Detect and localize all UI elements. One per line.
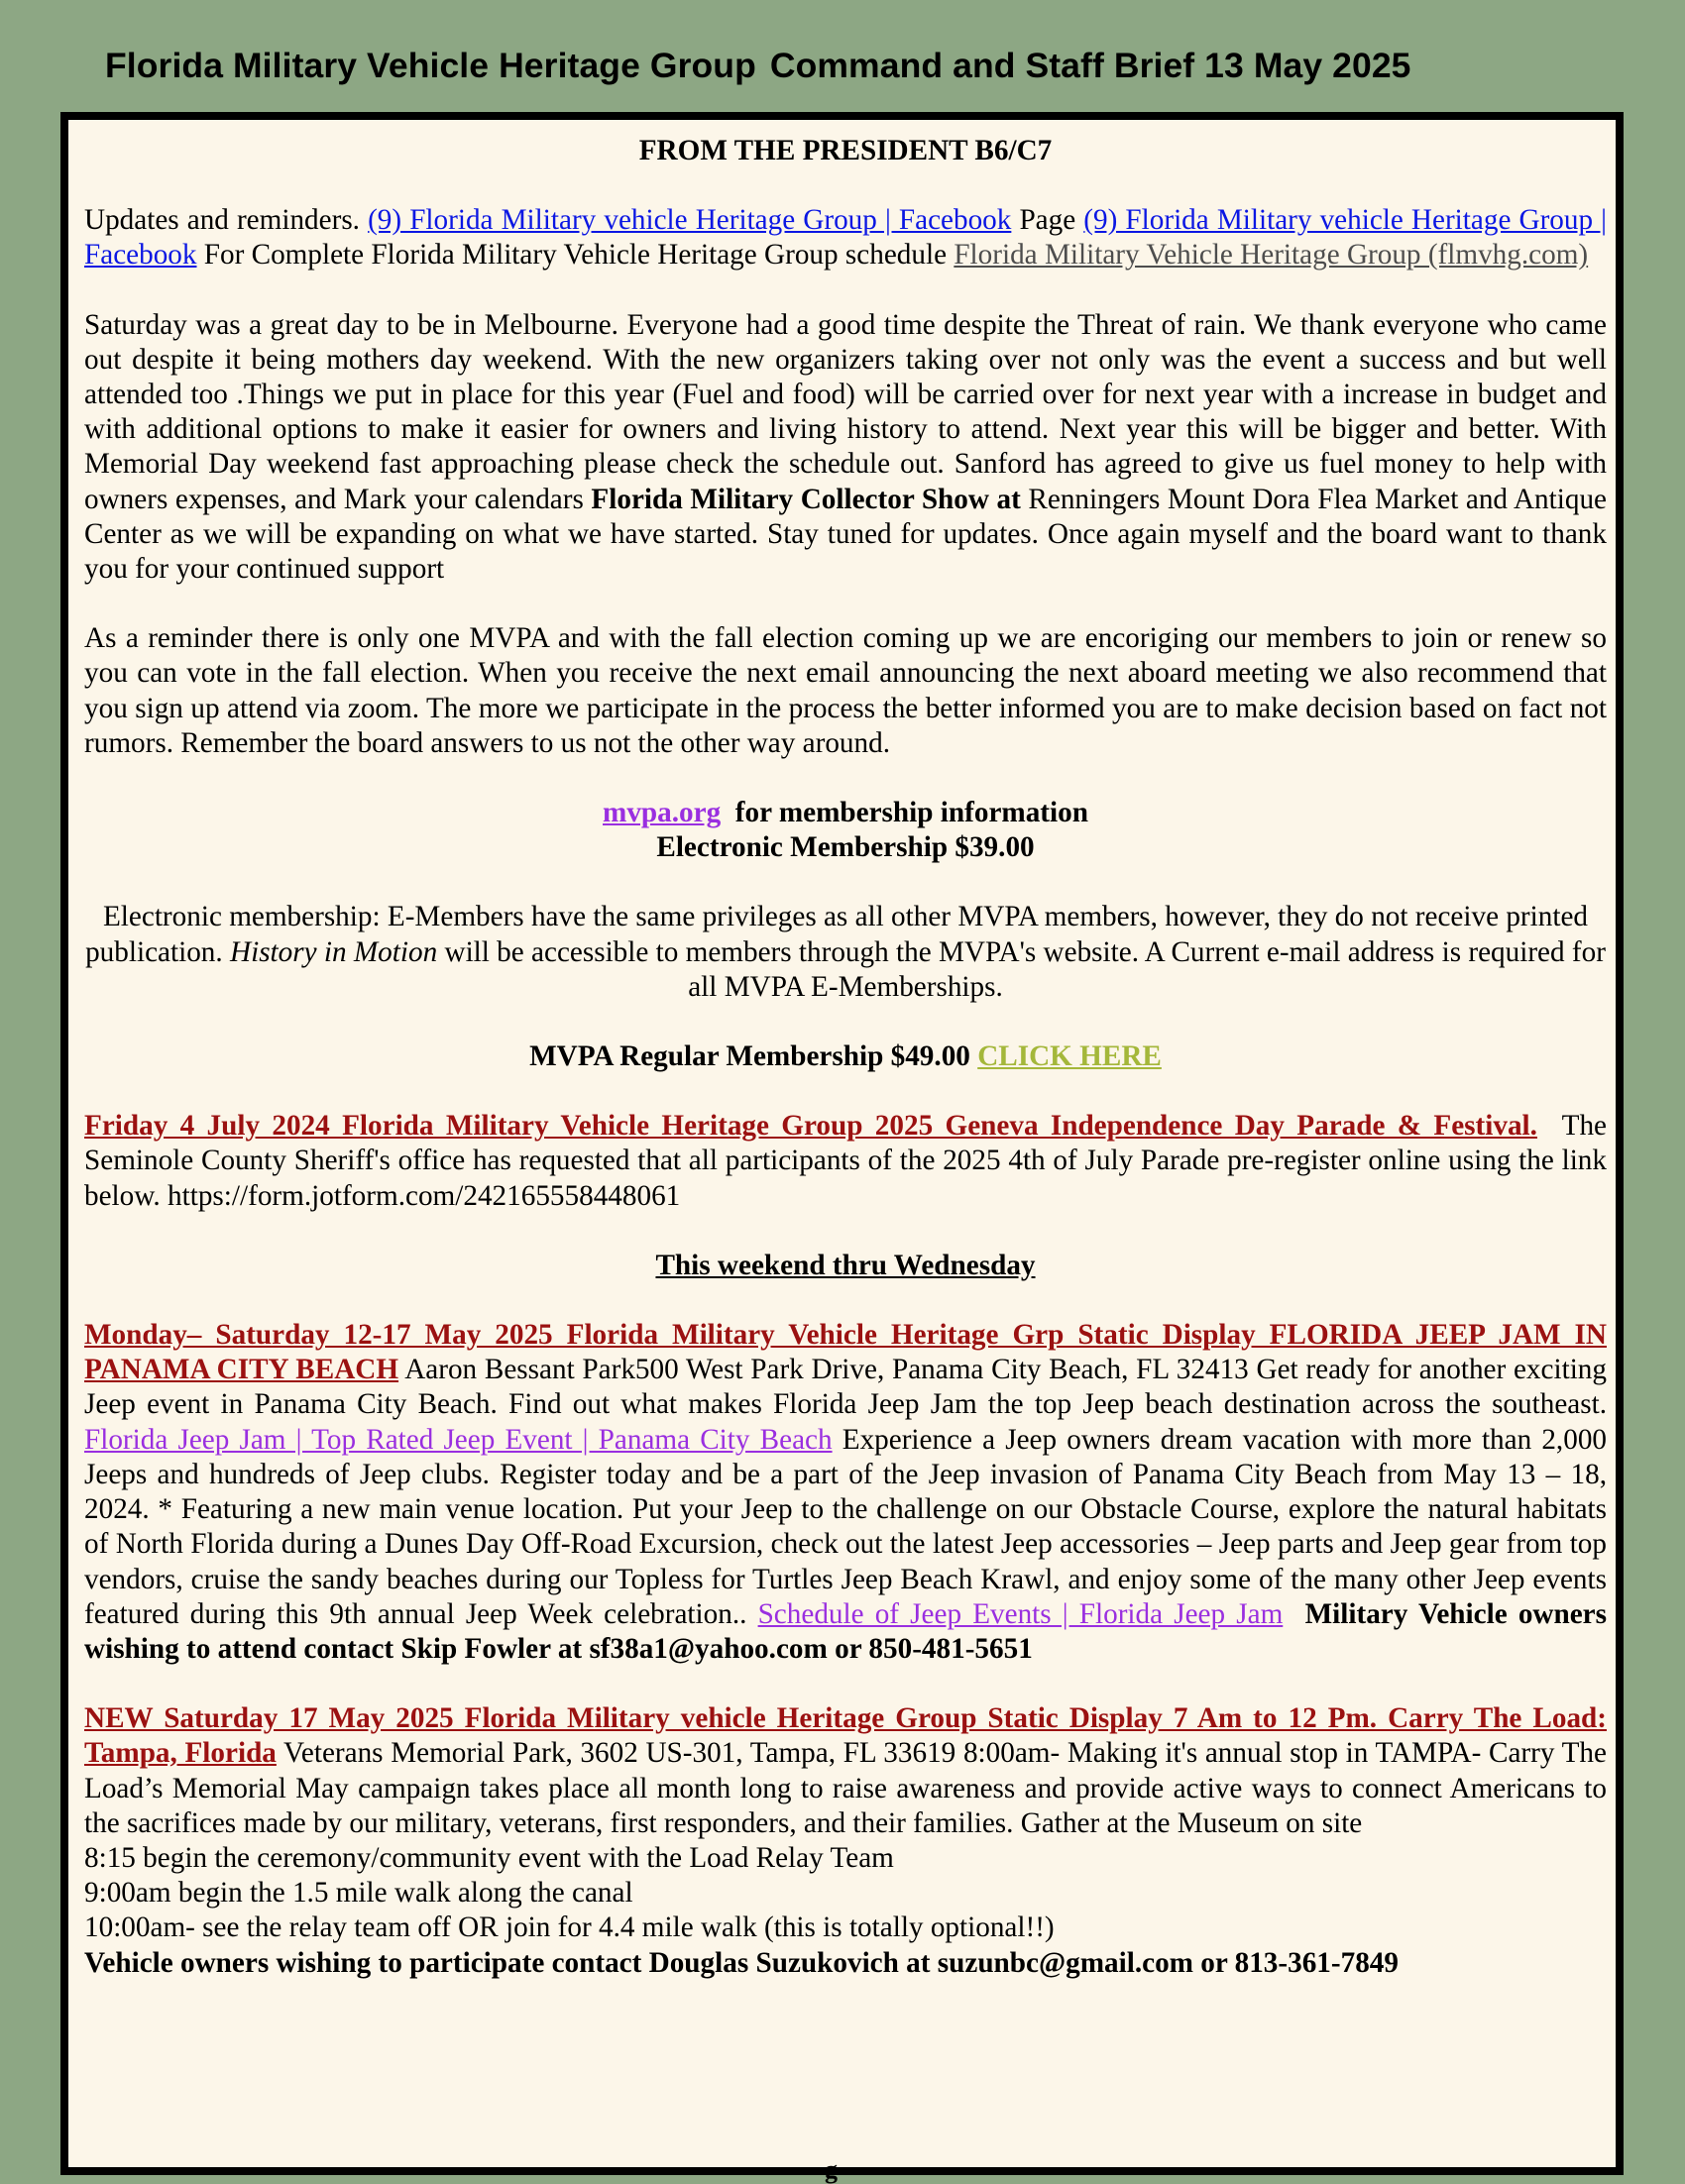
brief-content [84, 134, 1607, 1981]
melbourne-paragraph [84, 308, 1607, 588]
jeep-jam-contact: Military Vehicle owners wishing to attend contact Skip Fowler at sf38a1@yahoo.com or 850-481-5651 [84, 1597, 1607, 1665]
jeep-jam-body-1: Aaron Bessant Park500 West Park Drive, Panama City Beach, FL 32413 Get ready for another exciting Jeep event in Panama City Beach. Find out what makes Florida Jeep Jam the top Jeep beach destination across the southeast. [84, 1354, 1607, 1421]
carry-load-heading: NEW Saturday 17 May 2025 Florida Military vehicle Heritage Group Static Display 7 Am to 12 Pm. Carry The Load: Tampa, Florida [84, 1702, 1607, 1770]
geneva-event [84, 1109, 1607, 1214]
electronic-desc-2: will be accessible to members through the MVPA's website. A Current e-mail address is required for all MVPA E-Memberships. [444, 935, 1606, 1003]
electronic-membership-description [84, 900, 1607, 1005]
weekend-heading: This weekend thru Wednesday [655, 1249, 1036, 1281]
click-here-link[interactable]: CLICK HERE [977, 1040, 1162, 1073]
schedule-text: For Complete Florida Military Vehicle Heritage Group schedule [203, 239, 948, 272]
membership-info-line [84, 796, 1607, 830]
jeep-jam-heading: Monday– Saturday 12-17 May 2025 Florida Military Vehicle Heritage Grp Static Display FLORIDA JEEP JAM IN PANAMA CITY BEACH [84, 1319, 1607, 1386]
carry-load-event [84, 1701, 1607, 1841]
mvpa-org-link[interactable]: mvpa.org [603, 797, 722, 829]
collector-show-label: Florida Military Collector Show at [591, 483, 1021, 515]
electronic-membership-price: Electronic Membership $39.00 [656, 831, 1035, 864]
header-brief: Command and Staff Brief 13 May 2025 [769, 46, 1411, 85]
carry-load-body: Veterans Memorial Park, 3602 US-301, Tampa, FL 33619 8:00am- Making it's annual stop in TAMPA- Carry The Load’s Memorial May campaign takes place all month long to raise awareness and provide active ways to connect Americans to the sacrifices made by our military, veterans, first responders, and their families. Gather at the Museum on site [84, 1737, 1607, 1839]
carry-load-line-1: 8:15 begin the ceremony/community event with the Load Relay Team [84, 1841, 894, 1874]
carry-load-line-2: 9:00am begin the 1.5 mile walk along the canal [84, 1877, 633, 1910]
footer-glyph: g [825, 2155, 838, 2184]
jeep-jam-event [84, 1318, 1607, 1667]
melbourne-text-1: Saturday was a great day to be in Melbourne. Everyone had a good time despite the Threat of rain. We thank everyone who came out despite it being mothers day weekend. With the new organizers taking over not only was the event a success and but well attended too .Things we put in place for this year (Fuel and food) will be carried over for next year with a increase in budget and with additional options to make it easier for owners and living history to attend. Next year this will be bigger and better. With Memorial Day weekend fast approaching please check the schedule out. Sanford has agreed to give us fuel money to help with owners expenses, and Mark your calendars [84, 308, 1607, 515]
jeep-jam-link[interactable]: Florida Jeep Jam | Top Rated Jeep Event | Panama City Beach [84, 1423, 833, 1456]
geneva-heading: Friday 4 July 2024 Florida Military Vehicle Heritage Group 2025 Geneva Independence Day Parade & Festival. [84, 1110, 1537, 1143]
regular-membership-price: MVPA Regular Membership $49.00 [529, 1040, 970, 1073]
mvpa-reminder-paragraph: As a reminder there is only one MVPA and with the fall election coming up we are encoriging our members to join or renew so you can vote in the fall election. When you receive the next email announcing the next aboard meeting we also recommend that you sign up attend via zoom. The more we participate in the process the better informed you are to make decision based on fact not rumors. Remember the board answers to us not the other way around. [84, 622, 1607, 759]
jeep-jam-body-2: Experience a Jeep owners dream vacation with more than 2,000 Jeeps and hundreds of Jeep clubs. Register today and be a part of the Jeep invasion of Panama City Beach from May 13 – 18, 2024. * Featuring a new main venue location. Put your Jeep to the challenge on our Obstacle Course, explore the natural habitats of North Florida during a Dunes Day Off-Road Excursion, check out the latest Jeep accessories – Jeep parts and Jeep gear from top vendors, cruise the sandy beaches during our Topless for Turtles Jeep Beach Krawl, and enjoy some of the many other Jeep events featured during this 9th annual Jeep Week celebration.. [84, 1423, 1608, 1630]
publication-title: History in Motion [230, 935, 438, 968]
brief-panel [60, 112, 1624, 2184]
carry-load-line-3: 10:00am- see the relay team off OR join for 4.4 mile walk (this is totally optional!!) [84, 1911, 1055, 1944]
facebook-link-1[interactable]: (9) Florida Military vehicle Heritage Group | Facebook [368, 204, 1012, 237]
page-word: Page [1019, 204, 1076, 237]
updates-lead: Updates and reminders. [84, 204, 360, 237]
updates-paragraph [84, 203, 1607, 273]
regular-membership-line [84, 1039, 1607, 1074]
header-org: Florida Military Vehicle Heritage Group [105, 46, 756, 85]
flmvhg-site-link[interactable]: Florida Military Vehicle Heritage Group (flmvhg.com) [954, 239, 1589, 272]
electronic-desc-1: Electronic membership: E-Members have the same privileges as all other MVPA members, however, they do not receive printed publication. [85, 901, 1589, 968]
carry-load-contact: Vehicle owners wishing to participate contact Douglas Suzukovich at suzunbc@gmail.com or 813-361-7849 [84, 1946, 1399, 1979]
membership-info-text: for membership information [734, 797, 1088, 829]
geneva-body: The Seminole County Sheriff's office has requested that all participants of the 2025 4th of July Parade pre-register online using the link below. https://form.jotform.com/242165558448061 [84, 1110, 1607, 1212]
page-header [105, 46, 1411, 86]
melbourne-text-2: Renningers Mount Dora Flea Market and Antique Center as we will be expanding on what we have started. Stay tuned for updates. Once again myself and the board want to thank you for your continued support [84, 483, 1608, 586]
facebook-link-2[interactable]: (9) Florida Military vehicle Heritage Group | Facebook [84, 204, 1608, 272]
president-title: FROM THE PRESIDENT B6/C7 [638, 135, 1053, 166]
jeep-schedule-link[interactable]: Schedule of Jeep Events | Florida Jeep Jam [757, 1597, 1284, 1630]
